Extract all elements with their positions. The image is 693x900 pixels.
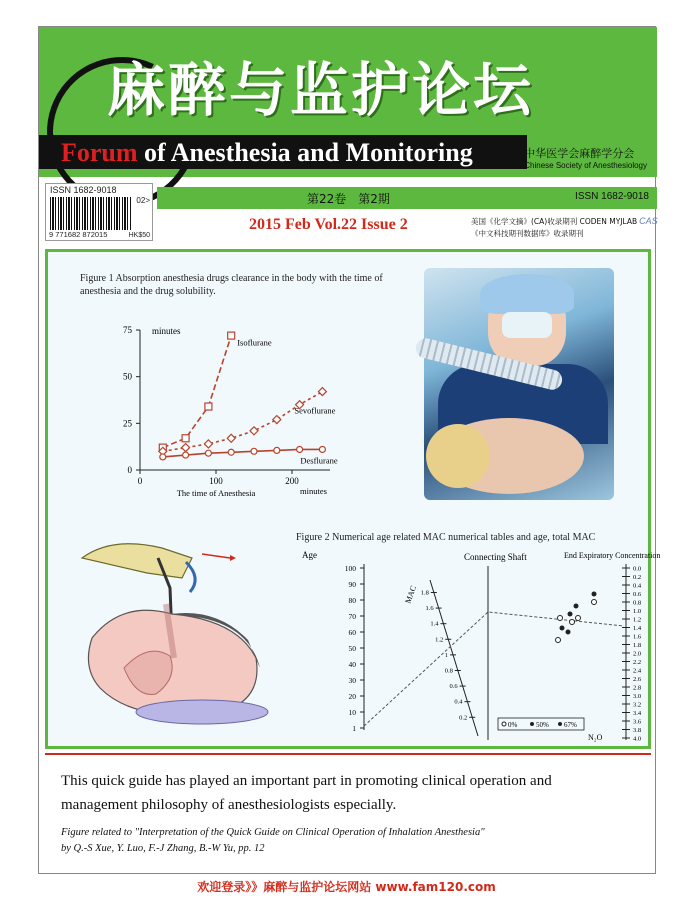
index-note-cnki: 《中文科技期刊数据库》收录期刊 (471, 229, 584, 238)
series-line-sevoflurane (163, 392, 323, 452)
journal-cover (38, 26, 661, 874)
mac-tick-label: 1 (444, 651, 449, 659)
eec-tick-label: 4.0 (633, 735, 642, 743)
eec-tick-label: 1.2 (633, 616, 642, 624)
data-point (205, 403, 212, 410)
eec-tick-label: 0.6 (633, 591, 642, 598)
figure-panel (45, 249, 661, 749)
mac-tick-label: 1.8 (420, 589, 429, 597)
figure2-caption: Figure 2 Numerical age related MAC numerical tables and age, total MAC (296, 532, 596, 543)
eec-tick-label: 1.0 (633, 608, 642, 615)
data-point (228, 332, 235, 339)
data-point (250, 427, 258, 435)
title-en-rest: of Anesthesia and Monitoring (137, 138, 473, 167)
age-tick-label: 60 (348, 628, 356, 637)
age-tick-label: 50 (348, 644, 356, 653)
mac-tick-label: 0.6 (449, 683, 458, 691)
data-markers (556, 592, 597, 643)
society-label (524, 145, 647, 170)
data-point (274, 447, 280, 453)
eec-tick-label: 1.8 (633, 642, 642, 649)
y-tick-label: 25 (123, 418, 132, 429)
data-point (297, 446, 303, 452)
society-en: Chinese Society of Anesthesiology (524, 161, 647, 170)
eec-tick-label: 0.0 (633, 565, 642, 573)
age-tick-label: 20 (348, 692, 356, 701)
data-point (273, 416, 281, 424)
age-axis-label: Age (302, 550, 317, 560)
x-axis-unit: minutes (300, 486, 327, 496)
mac-tick-label: 0.8 (444, 667, 453, 675)
society-cn: 中华医学会麻醉学分会 (524, 147, 635, 160)
index-note-ca: 美国《化学文摘》(CA)收录期刊 CODEN MYJLAB CAS (471, 216, 658, 226)
series-label: Desflurane (300, 455, 338, 466)
nomogram-path (364, 612, 624, 726)
mac-axis-label: MAC (403, 584, 419, 605)
data-point (319, 446, 325, 452)
data-point (205, 450, 211, 456)
barcode-price: HK$50 (128, 232, 150, 239)
eec-tick-label: 0.2 (633, 574, 642, 581)
issue-label: 2015 Feb Vol.22 Issue 2 (249, 216, 408, 233)
journal-title-en (61, 138, 473, 168)
data-point (182, 444, 190, 452)
barcode-issn: ISSN 1682-9018 (50, 185, 117, 195)
mac-tick-label: 0.2 (459, 714, 468, 722)
age-tick-label: 1 (352, 724, 356, 733)
quote-ref-authors: by Q.-S Xue, Y. Luo, F.-J Zhang, B.-W Yu, pp. 12 (61, 843, 265, 854)
eec-tick-label: 1.4 (633, 625, 642, 632)
series-line-isoflurane (163, 336, 231, 448)
eec-tick-label: 1.6 (633, 633, 642, 641)
data-point (318, 388, 326, 396)
quote-ref-title: Figure related to "Interpretation of the Quick Guide on Clinical Operation of Inhalation Anesthesia" (61, 827, 485, 838)
intubation-illustration (52, 518, 292, 728)
eec-tick-label: 0.4 (633, 582, 642, 590)
age-tick-label: 70 (348, 612, 356, 621)
volume-cn: 第22卷 第2期 (307, 192, 390, 206)
barcode (45, 183, 153, 241)
mac-tick-label: 0.4 (454, 698, 463, 706)
data-point (251, 448, 257, 454)
figure1-caption: Figure 1 Absorption anesthesia drugs clearance in the body with the time of anesthesia and the drug solubility. (80, 273, 383, 297)
eec-tick-label: 2.6 (633, 676, 642, 683)
eec-tick-label: 3.0 (633, 693, 642, 700)
x-tick-label: 0 (137, 476, 143, 486)
n2o-label: N₂O (588, 733, 603, 742)
eec-label: End Expiratory Concentration (564, 551, 661, 560)
barcode-bars (50, 197, 132, 230)
quote-main: This quick guide has played an important part in promoting clinical operation and management philosophy of anesthesiologists especially. (61, 773, 552, 813)
y-axis-label: minutes (152, 326, 181, 336)
figure2-nomogram (288, 544, 661, 744)
data-point (183, 452, 189, 458)
legend-67: 67% (564, 721, 577, 729)
journal-title-cn: 麻醉与监护论坛 (107, 56, 535, 124)
mac-tick-label: 1.2 (435, 636, 444, 644)
barcode-addon: 02> (136, 196, 150, 205)
feature-quote (45, 753, 651, 867)
age-tick-label: 30 (348, 676, 356, 685)
mac-tick-label: 1.6 (425, 605, 434, 613)
volume-bar (157, 187, 657, 209)
index-notes (471, 215, 658, 240)
shaft-label: Connecting Shaft (464, 552, 527, 562)
age-tick-label: 100 (344, 564, 356, 573)
masthead (39, 27, 657, 177)
x-tick-label: 100 (209, 476, 223, 486)
eec-tick-label: 2.0 (633, 650, 642, 658)
eec-tick-label: 2.2 (633, 659, 642, 666)
series-label: Sevoflurane (294, 405, 336, 416)
legend-0: 0% (508, 721, 518, 729)
age-tick-label: 40 (348, 660, 356, 669)
eec-tick-label: 2.4 (633, 667, 642, 675)
data-point (160, 454, 166, 460)
age-ticks (345, 564, 364, 733)
x-tick-label: 200 (285, 476, 299, 486)
y-tick-label: 0 (127, 465, 132, 475)
data-point (182, 435, 189, 442)
eec-tick-label: 3.6 (633, 718, 642, 726)
figure1-chart (108, 314, 348, 514)
age-tick-label: 80 (348, 596, 356, 605)
mac-ticks (421, 589, 476, 721)
barcode-number: 9 771682 872015 (49, 230, 108, 239)
volume-issn: ISSN 1682-9018 (575, 191, 649, 202)
anesthesia-photo (424, 268, 614, 500)
age-tick-label: 90 (348, 580, 356, 589)
age-tick-label: 10 (348, 708, 356, 717)
data-point (227, 434, 235, 442)
eec-tick-label: 3.8 (633, 727, 642, 734)
y-tick-label: 50 (123, 371, 132, 382)
data-point (204, 440, 212, 448)
title-en-forum: Forum (61, 138, 138, 167)
x-axis-label: The time of Anesthesia (176, 488, 256, 498)
data-point (228, 449, 234, 455)
eec-tick-label: 3.2 (633, 701, 642, 709)
quote-reference (61, 825, 651, 857)
mac-tick-label: 1.4 (430, 620, 439, 628)
series-label: Isoflurane (237, 337, 272, 348)
eec-tick-label: 0.8 (633, 599, 642, 607)
website-footer[interactable]: 欢迎登录》》麻醉与监护论坛网站 www.fam120.com (197, 880, 496, 894)
y-tick-label: 75 (123, 325, 132, 335)
eec-tick-label: 3.4 (633, 710, 642, 717)
eec-ticks (622, 566, 642, 743)
mac-axis (430, 580, 478, 736)
legend-50: 50% (536, 721, 549, 729)
cas-badge-icon: CAS (639, 216, 658, 226)
eec-tick-label: 2.8 (633, 684, 642, 692)
